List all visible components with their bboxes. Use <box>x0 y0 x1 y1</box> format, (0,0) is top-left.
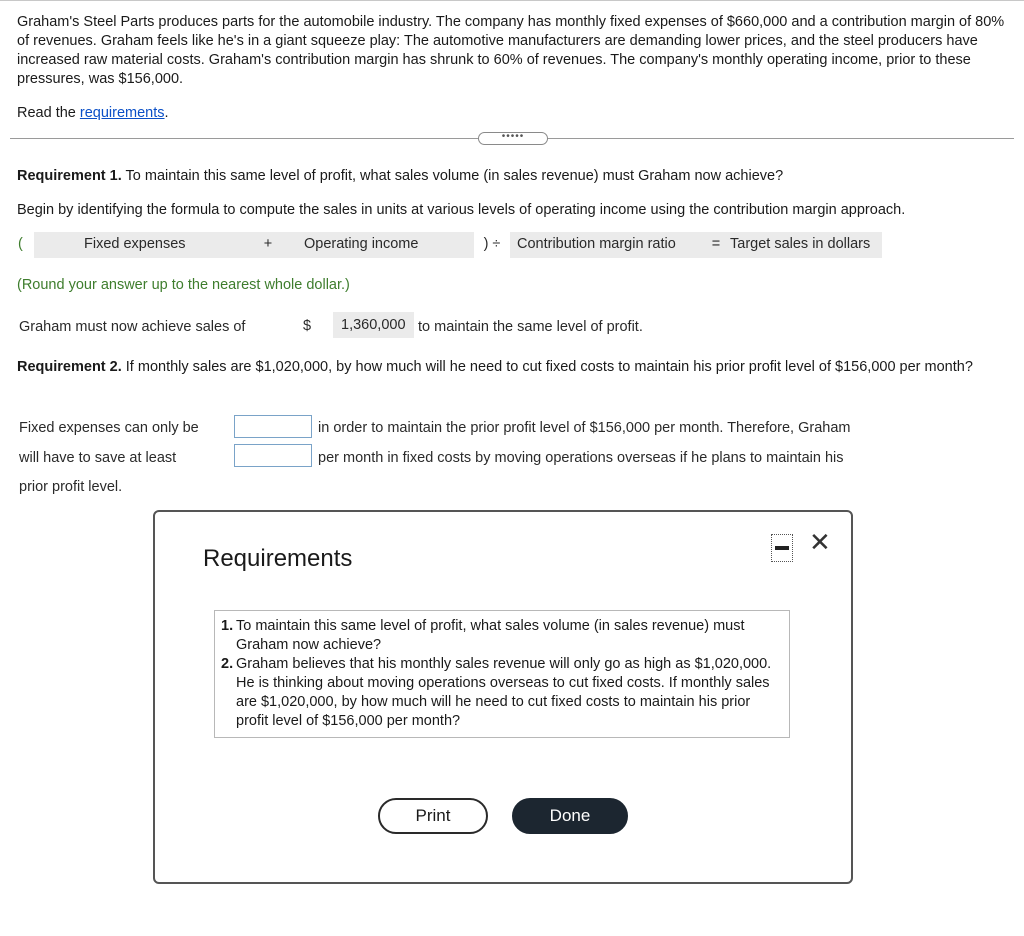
read-requirements-line <box>17 104 169 123</box>
dialog-title: Requirements <box>203 545 353 572</box>
requirement-item-text: Graham believes that his monthly sales revenue will only go as high as $1,020,000. He is thinking about moving operations overseas to cut fixed costs. If monthly sales are $1,020,000, by how much will he need to cut fixed costs to maintain his prior profit level of $156,000 per month? <box>236 656 772 729</box>
requirement-item-number: 1. <box>221 618 234 634</box>
sales-suffix: to maintain the same level of profit. <box>418 319 643 335</box>
print-button[interactable]: Print <box>378 798 488 834</box>
top-border <box>0 0 1024 1</box>
sales-answer-field[interactable]: 1,360,000 <box>333 312 414 338</box>
requirements-list <box>214 610 790 738</box>
fixed-expenses-input[interactable] <box>234 415 312 438</box>
requirement-2-label: Requirement 2. <box>17 359 122 375</box>
formula-cm-ratio[interactable]: Contribution margin ratio <box>510 232 706 258</box>
minimize-button[interactable] <box>771 534 793 562</box>
fixed-text-line-2: will have to save at least <box>19 450 177 466</box>
close-icon[interactable]: ✕ <box>809 527 831 557</box>
formula-instruction: Begin by identifying the formula to compute the sales in units at various levels of operating income using the contribution margin approach. <box>17 202 906 218</box>
sales-prefix: Graham must now achieve sales of <box>19 319 246 335</box>
formula-equals-sign: = <box>706 232 726 258</box>
requirement-1 <box>17 167 783 186</box>
formula-divide-sign: ) ÷ <box>474 232 510 258</box>
requirement-item <box>221 617 781 655</box>
requirements-link[interactable]: requirements <box>79 105 165 121</box>
formula-open-paren: ( <box>18 232 26 258</box>
requirement-item-number: 2. <box>221 656 234 672</box>
requirement-item <box>221 655 781 731</box>
minimize-icon <box>775 546 789 550</box>
formula-plus-sign: + <box>252 232 284 258</box>
requirement-1-text: To maintain this same level of profit, what sales volume (in sales revenue) must Graham now achieve? <box>121 168 784 184</box>
requirements-dialog <box>153 510 853 884</box>
read-suffix: . <box>164 105 169 121</box>
fixed-text-line-3: prior profit level. <box>19 479 123 495</box>
fixed-text-right-2: per month in fixed costs by moving operations overseas if he plans to maintain his <box>318 450 844 466</box>
done-button[interactable]: Done <box>512 798 628 834</box>
savings-input[interactable] <box>234 444 312 467</box>
formula-fixed-expenses[interactable]: Fixed expenses <box>34 232 252 258</box>
requirement-1-label: Requirement 1. <box>17 168 122 184</box>
formula-target-sales[interactable]: Target sales in dollars <box>726 232 882 258</box>
problem-intro: Graham's Steel Parts produces parts for the automobile industry. The company has monthly fixed expenses of $660,000 and a contribution margin of 80% of revenues. Graham feels like he's in a giant squeeze play: The automotive manufacturers are demanding lower prices, and the steel producers have increased raw material costs. Graham's contribution margin has shrunk to 60% of revenues. The company's monthly operating income, prior to these pressures, was $156,000. <box>17 14 1005 87</box>
fixed-text-right-1: in order to maintain the prior profit level of $156,000 per month. Therefore, Graham <box>318 420 851 436</box>
requirement-2-text: If monthly sales are $1,020,000, by how much will he need to cut fixed costs to maintain his prior profit level of $156,000 per month? <box>121 359 973 375</box>
expand-toggle[interactable]: ••••• <box>478 132 548 145</box>
formula-operating-income[interactable]: Operating income <box>284 232 474 258</box>
requirement-2 <box>17 358 1007 377</box>
read-prefix: Read the <box>17 105 80 121</box>
requirement-item-text: To maintain this same level of profit, what sales volume (in sales revenue) must Graham now achieve? <box>236 618 745 653</box>
currency-symbol: $ <box>303 318 312 334</box>
rounding-note: (Round your answer up to the nearest whole dollar.) <box>17 277 350 293</box>
fixed-text-line-1: Fixed expenses can only be <box>19 420 199 436</box>
